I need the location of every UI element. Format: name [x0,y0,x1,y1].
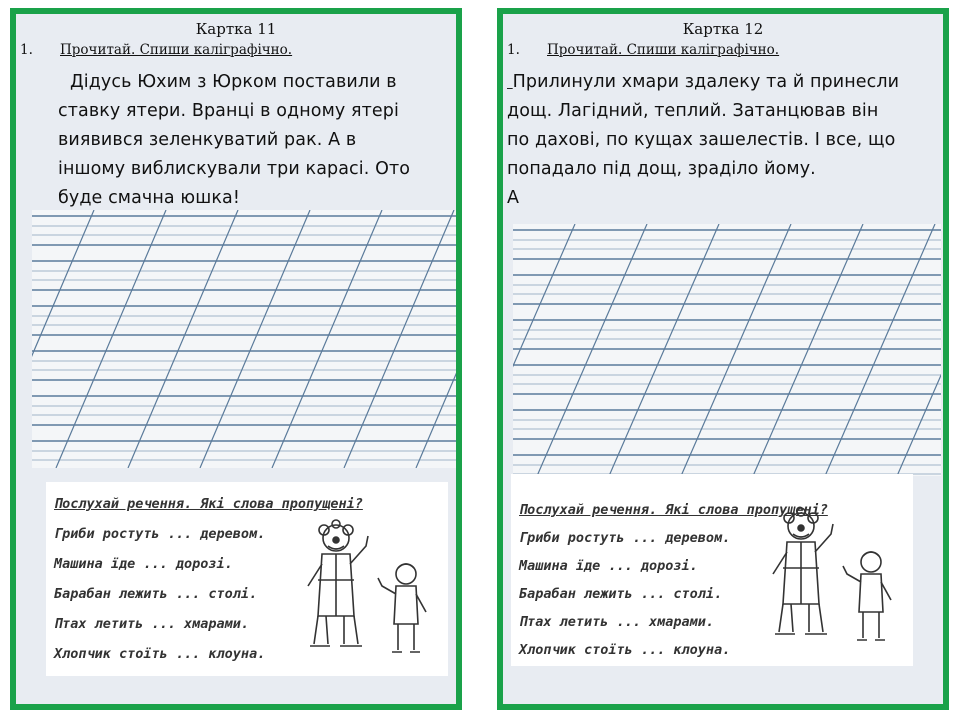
task-label: Прочитай. Спиши каліграфічно. [60,42,293,58]
task-instruction [20,42,452,58]
passage-line: буде смачна юшка! [58,188,240,208]
clown-and-boy-illustration [294,516,444,666]
exercise-sentence: Барабан лежить ... столі. [54,586,258,602]
exercise-sentence: Птах летить ... хмарами. [519,614,715,630]
exercise-sentence: Гриби ростуть ... деревом. [54,526,266,542]
passage-line: виявився зеленкуватий рак. А в [58,130,357,150]
task-number: 1. [20,42,33,58]
task-number: 1. [507,42,520,58]
exercise-sentence: Барабан лежить ... столі. [519,586,723,602]
exercise-sentence: Хлопчик стоїть ... клоуна. [519,642,731,658]
passage-line: по даховi, по кущах зашелестів. І все, що [507,130,896,150]
clown-and-boy-illustration [759,504,909,654]
card-11 [10,8,462,710]
passage-line: попадало під дощ, зраділо йому. [507,159,816,179]
listening-exercise [511,474,913,666]
passage-text: Прилинули хмари здалеку та й принесли [512,72,900,92]
exercise-sentence: Машина їде ... дорозі. [54,556,233,572]
card-title: Картка 12 [682,20,764,38]
card-12 [497,8,949,710]
passage-line: іншому виблискували три карасі. Ото [58,159,411,179]
ruled-lines [32,210,456,468]
clown-illustration [308,520,368,646]
task-label: Прочитай. Спиши каліграфічно. [547,42,780,58]
passage-line: Дідусь Юхим з Юрком поставили в [70,72,397,92]
passage-line: А [507,188,520,208]
clown-illustration [773,508,833,634]
ruled-lines [513,224,941,476]
passage-line [507,68,937,97]
exercise-sentence: Хлопчик стоїть ... клоуна. [54,646,266,662]
boy-illustration [378,564,426,652]
exercise-sentence: Гриби ростуть ... деревом. [519,530,731,546]
task-instruction [507,42,939,58]
ruling-background [32,210,456,468]
calligraphy-ruled-area [32,210,456,468]
exercise-question: Послухай речення. Які слова пропущені? [519,502,828,518]
passage-line: дощ. Лагідний, теплий. Затанцював він [507,101,879,121]
reading-passage [507,68,937,213]
calligraphy-ruled-area [513,224,941,476]
exercise-sentence: Птах летить ... хмарами. [54,616,250,632]
card-title: Картка 11 [195,20,277,38]
exercise-question: Послухай речення. Які слова пропущені? [54,496,363,512]
exercise-sentence: Машина їде ... дорозі. [519,558,698,574]
passage-line: ставку ятери. Вранці в одному ятері [58,101,399,121]
boy-illustration [843,552,891,640]
reading-passage [58,68,448,213]
listening-exercise [46,482,448,676]
